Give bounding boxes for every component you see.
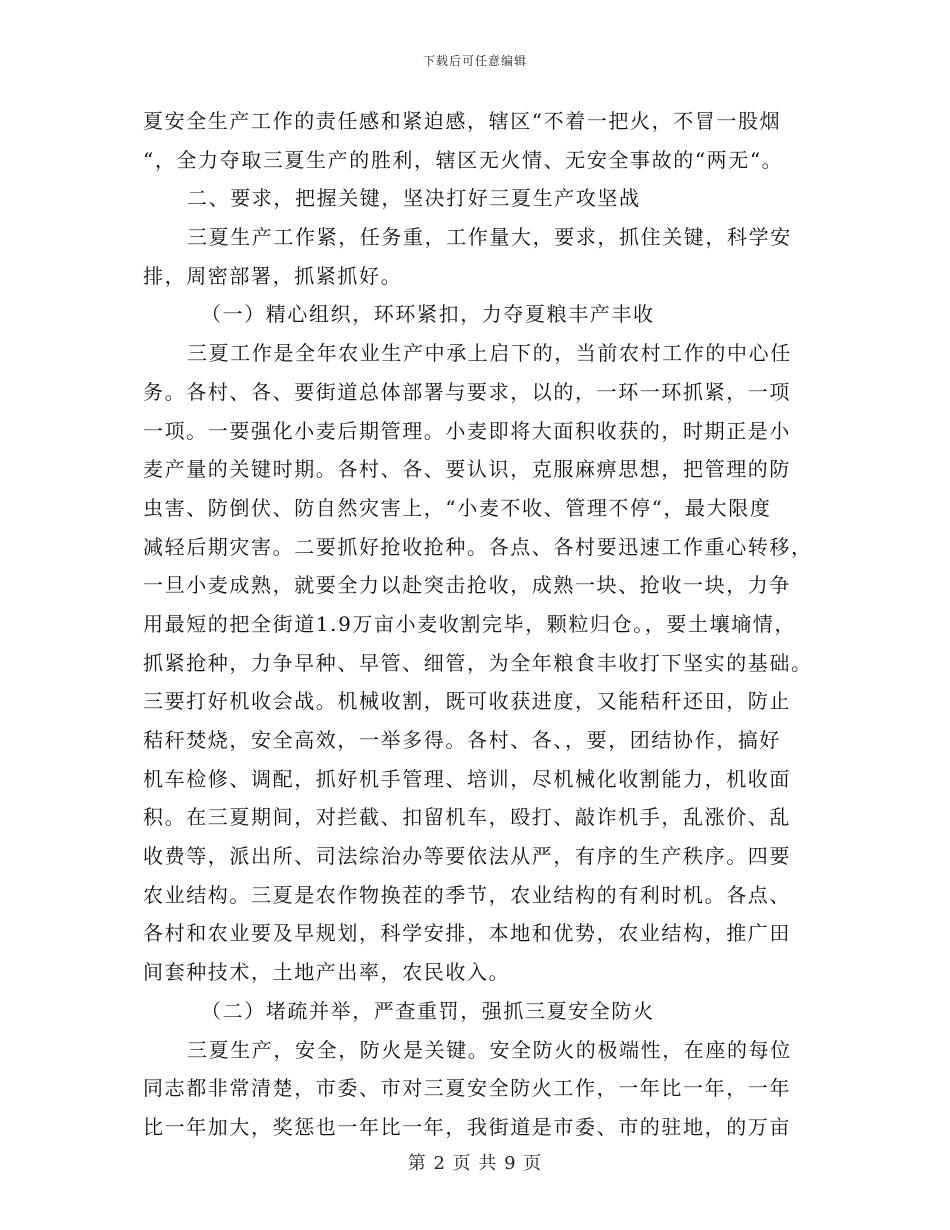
text-line: 务。各村、各、要街道总体部署与要求，以的，一环一环抓紧，一项 (143, 379, 791, 404)
page-number-footer: 第 2 页 共 9 页 (407, 1153, 543, 1174)
text-line: 虫害、防倒伏、防自然灾害上，“小麦不收、管理不停“，最大限度 (143, 495, 772, 520)
text-line: 一旦小麦成熟，就要全力以赴突击抢收，成熟一块、抢收一块，力争 (143, 573, 791, 598)
text-line: 麦产量的关键时期。各村、各、要认识，克服麻痹思想，把管理的防 (143, 457, 791, 482)
subsection-heading: （一）精心组织，环环紧扣，力夺夏粮丰产丰收 (201, 302, 655, 327)
text-line: 一项。一要强化小麦后期管理。小麦即将大面积收获的，时期正是小 (143, 418, 791, 443)
text-line: 三夏生产，安全，防火是关键。安全防火的极端性，在座的每位 (187, 1037, 792, 1062)
page-header: 下载后可任意编辑 (422, 54, 527, 68)
text-line: 三夏工作是全年农业生产中承上启下的，当前农村工作的中心任 (187, 341, 792, 366)
text-line: 减轻后期灾害。二要抓好抢收抢种。各点、各村要迅速工作重心转移， (143, 534, 813, 559)
text-line: 抓紧抢种，力争早种、早管、细管，为全年粮食丰收打下坚实的基础。 (143, 650, 813, 675)
text-line: 夏安全生产工作的责任感和紧迫感，辖区“不着一把火，不冒一股烟 (143, 109, 782, 133)
text-line: “，全力夺取三夏生产的胜利，辖区无火情、无安全事故的“两无“。 (143, 147, 784, 172)
text-line: 同志都非常清楚，市委、市对三夏安全防火工作，一年比一年，一年 (143, 1076, 791, 1101)
document-body (143, 102, 813, 1147)
text-line: 比一年加大，奖惩也一年比一年，我街道是市委、市的驻地，的万亩 (143, 1114, 791, 1139)
text-line: 排，周密部署，抓紧抓好。 (143, 263, 403, 288)
text-line: 间套种技术，土地产出率，农民收入。 (143, 960, 511, 985)
text-line: 三夏生产工作紧，任务重，工作量大，要求，抓住关键，科学安 (187, 225, 792, 250)
text-line: 秸秆焚烧，安全高效，一举多得。各村、各、，要，团结协作，搞好 (143, 728, 781, 752)
text-line: 收费等，派出所、司法综治办等要依法从严，有序的生产秩序。四要 (143, 844, 791, 869)
text-line: 机车检修、调配，抓好机手管理、培训，尽机械化收割能力，机收面 (143, 766, 791, 791)
text-line: 农业结构。三夏是农作物换茬的季节，农业结构的有利时机。各点、 (143, 882, 791, 907)
text-line: 积。在三夏期间，对拦截、扣留机车，殴打、敲诈机手，乱涨价、乱 (143, 805, 791, 830)
text-line: 各村和农业要及早规划，科学安排，本地和优势，农业结构，推广田 (143, 921, 791, 946)
text-line: 三要打好机收会战。机械收割，既可收获进度，又能秸秆还田，防止 (143, 689, 791, 714)
section-heading: 二、要求，把握关键，坚决打好三夏生产攻坚战 (187, 186, 641, 211)
text-line: 用最短的把全街道1.9万亩小麦收割完毕，颗粒归仓。，要土壤墒情， (143, 611, 797, 636)
subsection-heading: （二）堵疏并举，严查重罚，强抓三夏安全防火 (201, 998, 655, 1023)
